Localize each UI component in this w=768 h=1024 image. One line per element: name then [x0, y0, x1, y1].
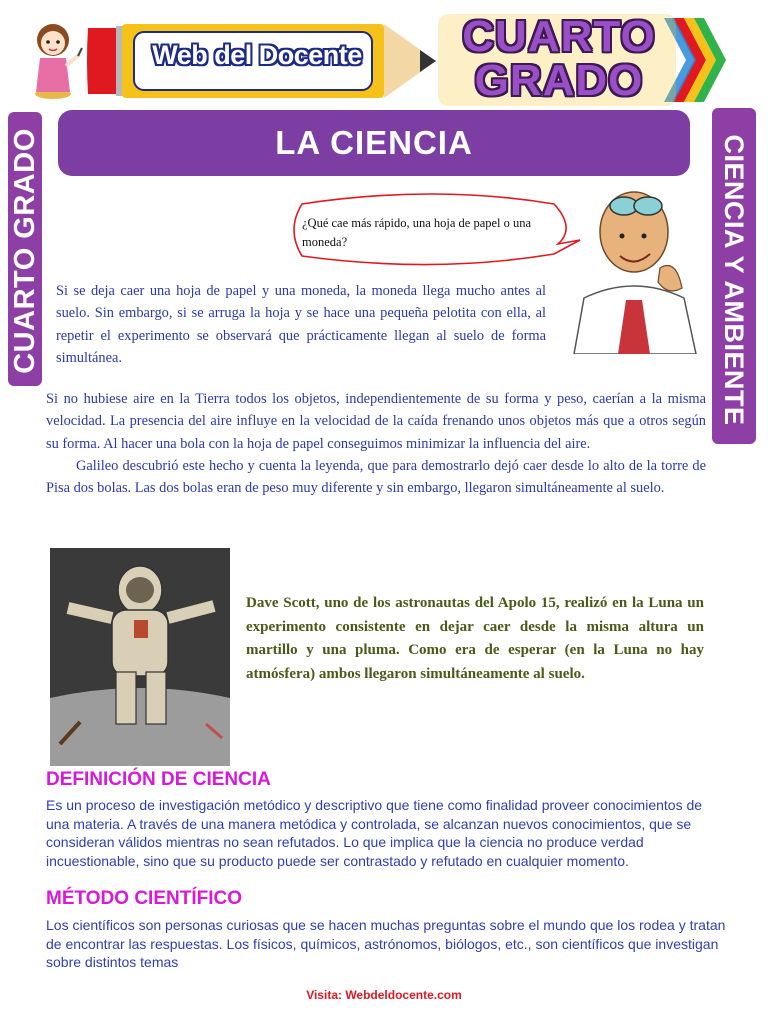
- intro-paragraph: Si se deja caer una hoja de papel y una moneda, la moneda llega mucho antes al suelo. Sin embargo, si se arruga la hoja y se hace una pequeña pelotita con ella, al repetir el experimento se observará que prácticamente llegan al suelo de forma simultánea.: [56, 283, 546, 366]
- definition-text: Es un proceso de investigación metódico y descriptivo que tiene como finalidad proveer conocimientos de una materia. A través de una manera metódica y controlada, se alcanzan nuevos conocimientos, que se consideran válidos mientras no sean refutados. Lo que implica que la ciencia no produce verdad incuestionable, sino que su producto puede ser contrastado y refutado en cualquier momento.: [46, 797, 703, 869]
- air-paragraph-block: [46, 388, 706, 499]
- astronaut-illustration: [50, 548, 230, 766]
- grade-title-line2: GRADO: [474, 56, 644, 105]
- definition-heading: DEFINICIÓN DE CIENCIA: [46, 769, 271, 790]
- page-title: LA CIENCIA: [275, 124, 473, 161]
- method-text: Los científicos son personas curiosas que se hacen muchas preguntas sobre el mundo que los rodea y tratan de encontrar las respuestas. Los físicos, químicos, astrónomos, biólogos, etc., son científicos que investigan sobre distintos temas: [46, 917, 726, 970]
- air-paragraph: Si no hubiese aire en la Tierra todos los objetos, independientemente de su forma y peso, caerían a la misma velocidad. La presencia del aire influye en la velocidad de la caída frenando unos objetos más que a otros según su forma. Al hacer una bola con la hoja de papel conseguimos minimizar la influencia del aire.: [46, 391, 706, 452]
- galileo-paragraph-wrap: [46, 455, 706, 500]
- brand-label: Web del Docente: [152, 40, 362, 70]
- speech-bubble-text: ¿Qué cae más rápido, una hoja de papel o una moneda?: [302, 216, 532, 249]
- left-side-banner-label: CUARTO GRADO: [9, 128, 41, 374]
- teacher-mascot-illustration: [22, 14, 84, 100]
- dave-scott-paragraph: Dave Scott, uno de los astronautas del Apolo 15, realizó en la Luna un experimento consistente en dejar caer desde la misma altura un martillo y una pluma. Como era de esperar (en la Luna no hay atmósfera) ambos llegaron simultáneamente al suelo.: [246, 595, 704, 682]
- galileo-paragraph: Galileo descubrió este hecho y cuenta la leyenda, que para demostrarlo dejó caer desde lo alto de la torre de Pisa dos bolas. Las dos bolas eran de peso muy diferente y sin embargo, llegaron simultáneamente al suelo.: [46, 457, 706, 497]
- method-heading: MÉTODO CIENTÍFICO: [46, 888, 242, 909]
- grade-title-line1: CUARTO: [462, 12, 656, 61]
- right-side-banner-label: CIENCIA Y AMBIENTE: [719, 134, 749, 426]
- footer-link[interactable]: Visita: Webdeldocente.com: [306, 988, 462, 1002]
- scientist-illustration: [564, 178, 704, 354]
